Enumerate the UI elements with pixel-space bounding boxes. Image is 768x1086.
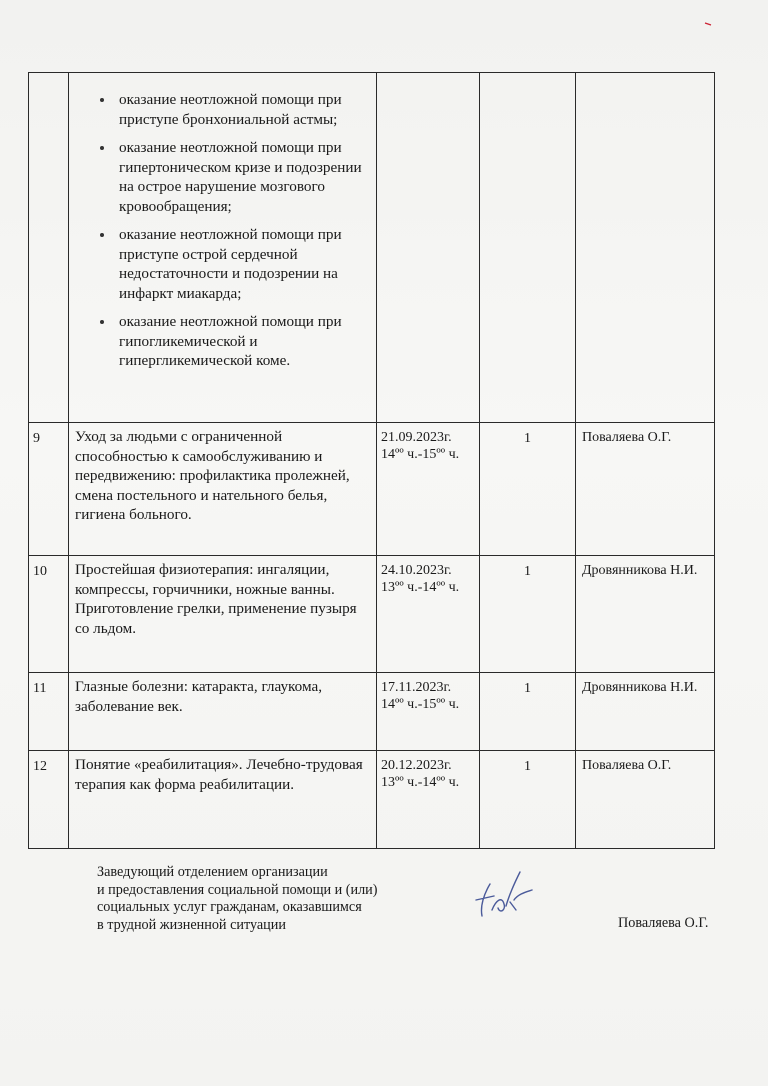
person-cell [576,73,715,423]
corner-mark-icon [703,20,715,28]
list-item: оказание неотложной помощи при приступе острой сердечной недостаточности и подозрении на инфаркт миакарда; [75,225,372,303]
list-item: оказание неотложной помощи при гипертоническом кризе и подозрении на острое нарушение мозгового кровообращения; [75,138,372,216]
table-row [29,423,715,556]
row-number: 11 [29,673,69,751]
hours-value: 1 [480,673,576,751]
time-text: 14ºº ч.-15ºº ч. [381,697,460,712]
table-row-continued [29,73,715,423]
topic-cell [69,73,377,423]
time-text: 13ºº ч.-14ºº ч. [381,580,460,595]
handwritten-signature [470,866,540,926]
date-cell [377,556,480,673]
row-number-cell [29,73,69,423]
table-row [29,556,715,673]
hours-cell [480,73,576,423]
hours-value: 1 [480,556,576,673]
row-number: 9 [29,423,69,556]
hours-value: 1 [480,423,576,556]
time-text: 13ºº ч.-14ºº ч. [381,775,460,790]
responsible-person: Дровянникова Н.И. [576,556,715,673]
table-row [29,751,715,849]
bullet-list [75,90,372,371]
topic-text: Уход за людьми с ограниченной способностью к самообслуживанию и передвижению: профилактика пролежней, смена постельного и нательного белья, гигиена больного. [69,423,377,556]
date-cell [377,673,480,751]
date-cell [377,73,480,423]
signer-name: Поваляева О.Г. [618,915,709,931]
schedule-table [28,72,715,849]
responsible-person: Поваляева О.Г. [576,751,715,849]
table-row [29,673,715,751]
position-line: Заведующий отделением организации [97,864,328,880]
topic-text: Понятие «реабилитация». Лечебно-трудовая терапия как форма реабилитации. [69,751,377,849]
date-text: 24.10.2023г. [381,563,452,578]
topic-text: Глазные болезни: катаракта, глаукома, заболевание век. [69,673,377,751]
list-item: оказание неотложной помощи при приступе бронхониальной астмы; [75,90,372,129]
row-number: 10 [29,556,69,673]
time-text: 14ºº ч.-15ºº ч. [381,447,460,462]
position-line: и предоставления социальной помощи и (или) [97,881,378,898]
signature-block [97,864,457,934]
responsible-person: Поваляева О.Г. [576,423,715,556]
list-item: оказание неотложной помощи при гипогликемической и гипергликемической коме. [75,312,372,371]
date-cell [377,751,480,849]
row-number: 12 [29,751,69,849]
date-text: 21.09.2023г. [381,430,452,445]
date-text: 17.11.2023г. [381,680,452,695]
position-line: в трудной жизненной ситуации [97,916,286,933]
responsible-person: Дровянникова Н.И. [576,673,715,751]
position-line: социальных услуг гражданам, оказавшимся [97,899,362,915]
topic-text: Простейшая физиотерапия: ингаляции, компрессы, горчичники, ножные ванны. Приготовление грелки, применение пузыря со льдом. [69,556,377,673]
date-cell [377,423,480,556]
hours-value: 1 [480,751,576,849]
date-text: 20.12.2023г. [381,758,452,773]
